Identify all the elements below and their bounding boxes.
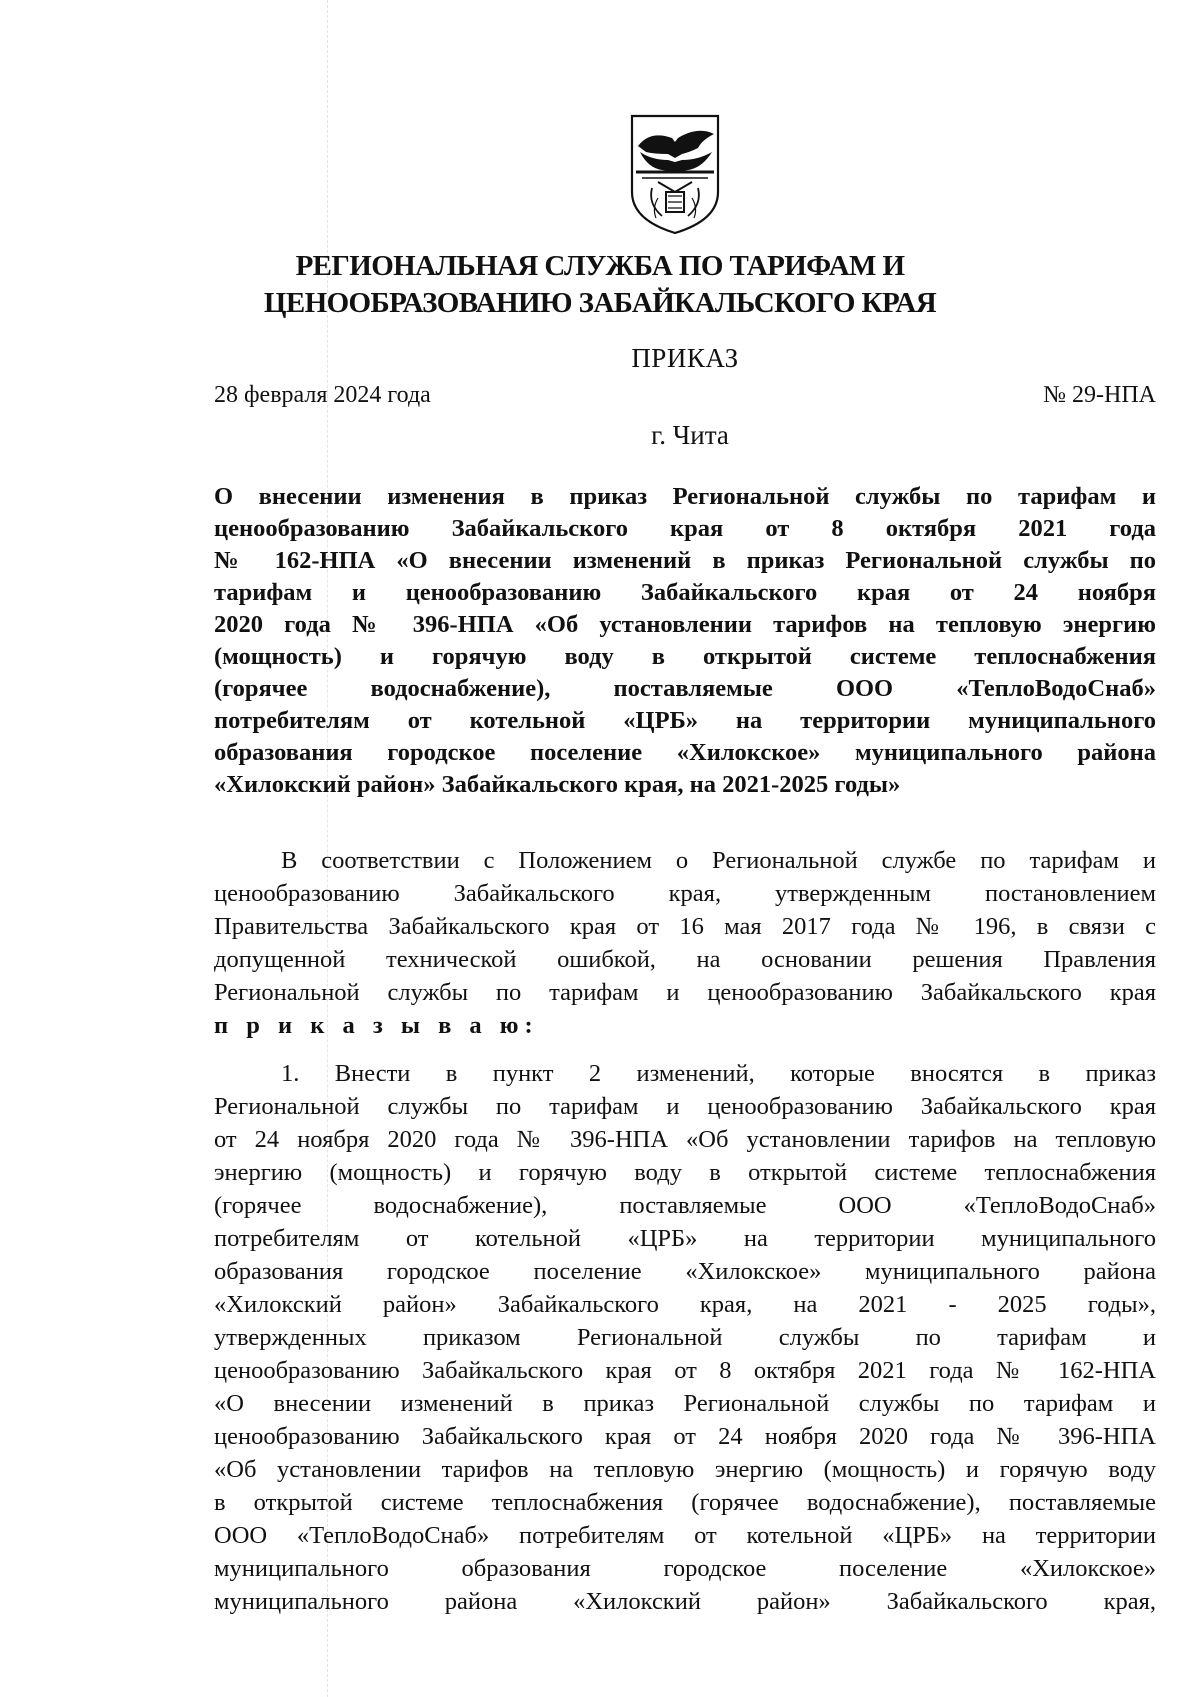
clause-line: 1. Внести в пункт 2 изменений, которые вносятся в приказ bbox=[281, 1060, 1156, 1087]
clause-1 bbox=[214, 1057, 1156, 1618]
clause-line: образования городское поселение «Хилокское» муниципального района bbox=[214, 1258, 1156, 1285]
clause-line: муниципального района «Хилокский район» Забайкальского края, bbox=[214, 1588, 1156, 1615]
subject-line: № 162-НПА «О внесении изменений в приказ Региональной службы по bbox=[214, 547, 1156, 574]
clause-line: «О внесении изменений в приказ Региональной службы по тарифам и bbox=[214, 1390, 1156, 1417]
preamble-line: ценообразованию Забайкальского края, утвержденным постановлением bbox=[214, 880, 1156, 907]
preamble-line: В соответствии с Положением о Региональной службе по тарифам и bbox=[281, 847, 1156, 874]
clause-line: ООО «ТеплоВодоСнаб» потребителям от котельной «ЦРБ» на территории bbox=[214, 1522, 1156, 1549]
clause-line: ценообразованию Забайкальского края от 24 ноября 2020 года № 396-НПА bbox=[214, 1423, 1156, 1450]
org-title-line-1: РЕГИОНАЛЬНАЯ СЛУЖБА ПО ТАРИФАМ И bbox=[295, 250, 905, 282]
subject-line: тарифам и ценообразованию Забайкальского края от 24 ноября bbox=[214, 579, 1156, 606]
clause-line: в открытой системе теплоснабжения (горячее водоснабжение), поставляемые bbox=[214, 1489, 1156, 1516]
clause-line: энергию (мощность) и горячую воду в открытой системе теплоснабжения bbox=[214, 1159, 1156, 1186]
preamble-line: Правительства Забайкальского края от 16 мая 2017 года № 196, в связи с bbox=[214, 913, 1156, 940]
document-subject bbox=[214, 481, 1156, 801]
order-word: п р и к а з ы в а ю: bbox=[214, 1012, 539, 1039]
clause-line: «Об установлении тарифов на тепловую энергию (мощность) и горячую воду bbox=[214, 1456, 1156, 1483]
clause-line: ценообразованию Забайкальского края от 8 октября 2021 года № 162-НПА bbox=[214, 1357, 1156, 1384]
clause-line: (горячее водоснабжение), поставляемые ООО «ТеплоВодоСнаб» bbox=[214, 1192, 1156, 1219]
preamble-line: допущенной технической ошибкой, на основании решения Правления bbox=[214, 946, 1156, 973]
subject-line: «Хилокский район» Забайкальского края, на 2021-2025 годы» bbox=[214, 771, 901, 798]
document-city: г. Чита bbox=[651, 420, 729, 450]
subject-line: (горячее водоснабжение), поставляемые ООО «ТеплоВодоСнаб» bbox=[214, 675, 1156, 702]
clause-line: потребителям от котельной «ЦРБ» на территории муниципального bbox=[214, 1225, 1156, 1252]
document-number: № 29-НПА bbox=[1043, 382, 1156, 408]
org-title-line-2: ЦЕНООБРАЗОВАНИЮ ЗАБАЙКАЛЬСКОГО КРАЯ bbox=[263, 287, 937, 319]
subject-line: 2020 года № 396-НПА «Об установлении тарифов на тепловую энергию bbox=[214, 611, 1156, 638]
preamble-line: Региональной службы по тарифам и ценообразованию Забайкальского края bbox=[214, 979, 1156, 1006]
document-date: 28 февраля 2024 года bbox=[214, 382, 431, 408]
subject-line: ценообразованию Забайкальского края от 8 октября 2021 года bbox=[214, 515, 1156, 542]
document-type: ПРИКАЗ bbox=[631, 343, 739, 373]
clause-line: утвержденных приказом Региональной службы по тарифам и bbox=[214, 1324, 1156, 1351]
subject-line: потребителям от котельной «ЦРБ» на территории муниципального bbox=[214, 707, 1156, 734]
subject-line: образования городское поселение «Хилокское» муниципального района bbox=[214, 739, 1156, 766]
clause-line: муниципального образования городское поселение «Хилокское» bbox=[214, 1555, 1156, 1582]
subject-line: О внесении изменения в приказ Региональной службы по тарифам и bbox=[214, 483, 1156, 510]
clause-line: от 24 ноября 2020 года № 396-НПА «Об установлении тарифов на тепловую bbox=[214, 1126, 1156, 1153]
clause-line: «Хилокский район» Забайкальского края, на 2021 - 2025 годы», bbox=[214, 1291, 1156, 1318]
clause-line: Региональной службы по тарифам и ценообразованию Забайкальского края bbox=[214, 1093, 1156, 1120]
coat-of-arms-emblem bbox=[628, 112, 722, 236]
preamble-paragraph bbox=[214, 844, 1156, 1042]
subject-line: (мощность) и горячую воду в открытой системе теплоснабжения bbox=[214, 643, 1156, 670]
